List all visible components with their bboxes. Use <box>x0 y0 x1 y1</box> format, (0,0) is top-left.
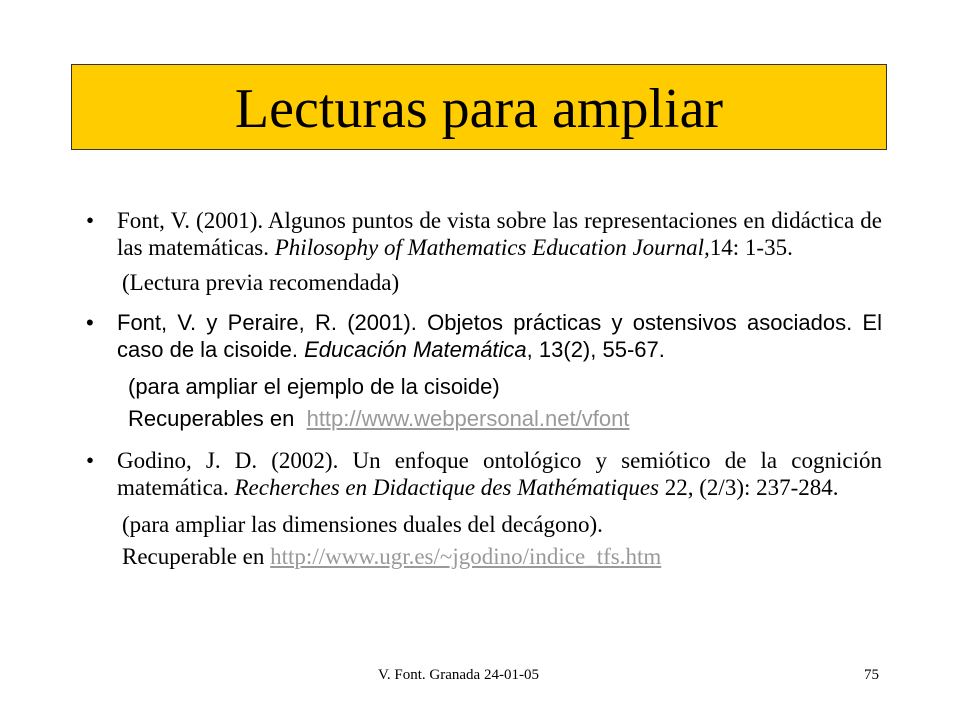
title-box <box>71 64 887 150</box>
footer-author: V. Font. Granada 24-01-05 <box>378 667 539 683</box>
reference-text: Font, V. y Peraire, R. (2001). Objetos prácticas y ostensivos asociados. El caso de la cisoide. <box>117 310 882 362</box>
reference-note: (para ampliar el ejemplo de la cisoide) <box>128 374 500 399</box>
reference-item <box>86 207 882 261</box>
slide-title: Lecturas para ampliar <box>234 78 724 140</box>
recover-line <box>86 543 882 570</box>
reference-item <box>86 309 882 363</box>
reference-journal: Educación Matemática <box>304 337 527 362</box>
reference-details: , 13(2), 55-67. <box>526 337 665 362</box>
ugr-link[interactable]: http://www.ugr.es/~jgodino/indice_tfs.htm <box>270 544 662 569</box>
recover-label: Recuperable en <box>122 544 265 569</box>
reference-note: (Lectura previa recomendada) <box>122 270 400 295</box>
reference-journal: Recherches en Didactique des Mathématiques <box>234 475 660 500</box>
reference-item <box>86 447 882 501</box>
reference-journal: Philosophy of Mathematics Education Journal, <box>274 235 710 260</box>
reference-text: Godino, J. D. (2002). Un enfoque ontológico y semiótico de la cognición matemática. <box>117 448 882 500</box>
reference-details: 14: 1-35. <box>709 235 793 260</box>
reference-text: Font, V. (2001). Algunos puntos de vista sobre las representaciones en didáctica de las matemáticas. <box>117 208 882 260</box>
bullet-marker: • <box>86 448 95 473</box>
bullet-marker: • <box>86 310 94 335</box>
reference-details: 22, (2/3): 237-284. <box>659 475 839 500</box>
reading-list <box>86 207 882 570</box>
reference-note: (para ampliar las dimensiones duales del decágono). <box>122 512 603 537</box>
webpersonal-link[interactable]: http://www.webpersonal.net/vfont <box>306 406 630 431</box>
bullet-marker: • <box>86 208 95 233</box>
recover-line <box>86 405 882 432</box>
page-number: 75 <box>864 667 879 683</box>
recover-label: Recuperables en <box>128 406 295 431</box>
